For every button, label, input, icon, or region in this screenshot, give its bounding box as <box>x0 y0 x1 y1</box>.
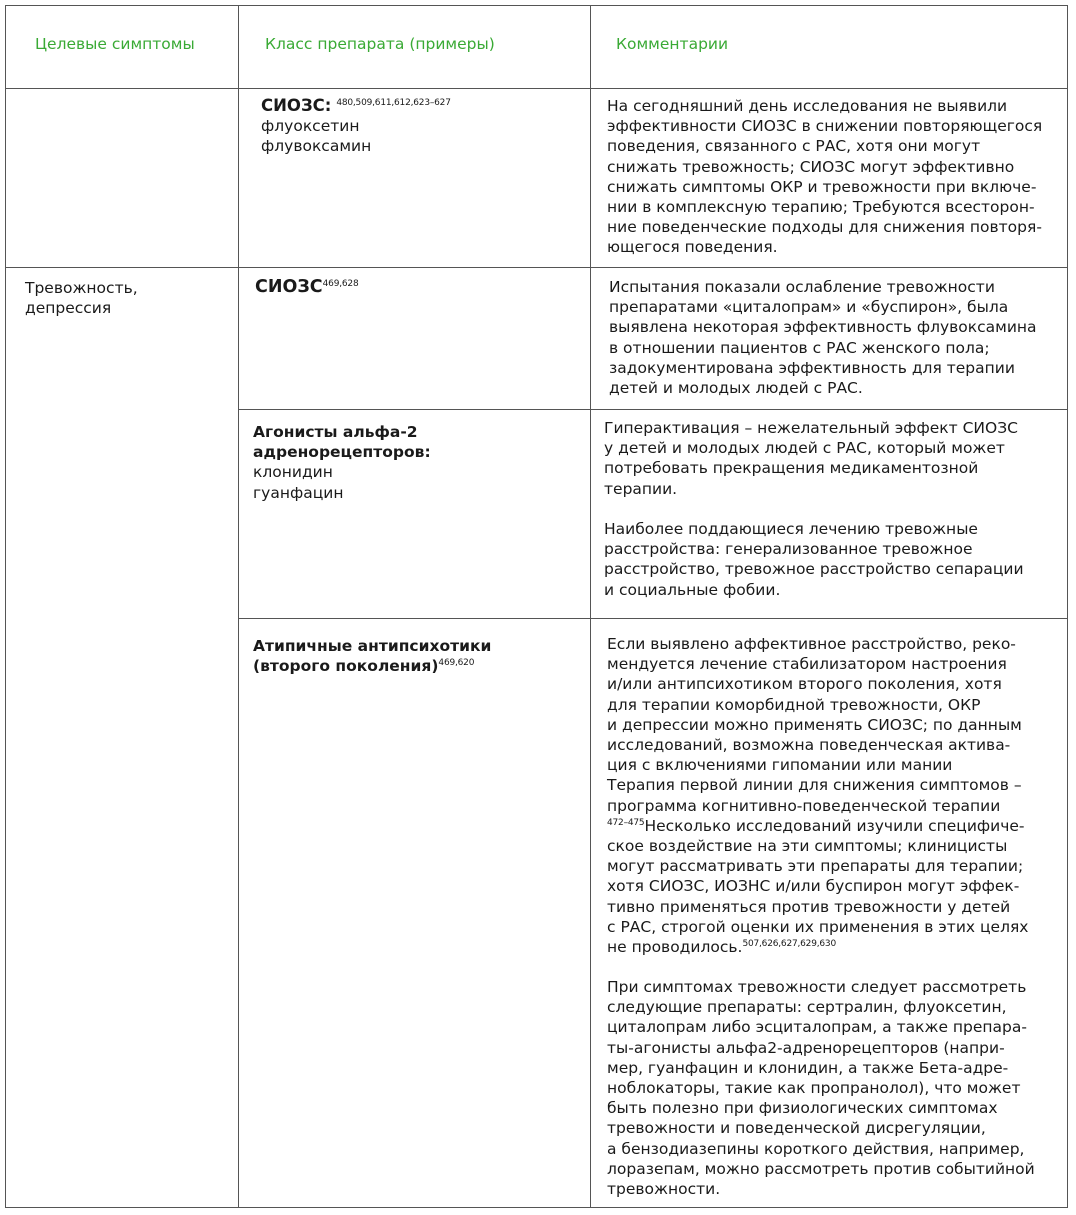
row3-drug-title: адренорецепторов: <box>253 443 431 462</box>
row4-comment-ref2: 507,626,627,629,630 <box>742 939 836 950</box>
header-target-symptoms: Целевые симптомы <box>35 35 195 53</box>
row-divider-2 <box>238 409 1068 410</box>
symptom-line: депрессия <box>25 299 112 318</box>
row2-drug-refs: 469,628 <box>322 279 359 289</box>
row3-drug-cell <box>253 422 431 503</box>
row4-drug-title: (второго поколения) <box>253 657 439 676</box>
row2-drug-cell <box>255 277 358 297</box>
row1-drug-refs: 480,509,611,612,623–627 <box>336 98 451 108</box>
row4-comment-ref1: 472–475 <box>607 817 645 828</box>
header-drug-class: Класс препарата (примеры) <box>265 35 495 53</box>
row4-drug-title: Атипичные антипсихотики <box>253 637 492 655</box>
row3-drug-example: клонидин <box>253 463 333 482</box>
row3-drug-title: Агонисты альфа-2 <box>253 423 418 441</box>
row4-drug-refs: 469,620 <box>438 658 475 669</box>
symptom-line: Тревожность, <box>25 279 138 297</box>
header-divider <box>6 88 1068 89</box>
row4-comment-p2: При симптомах тревожности следует рассмотреть следующие препараты: сертралин, флуоксетин, циталопрам либо эсциталопрам, а также препара- ты-агонисты альфа2-адренорецепторов (напри- мер, гуанфацин и клонидин, а также Бета-адре- ноблокаторы, такие как пропранолол), что может быть полезно при физиологических симптомах тревожности и поведенческой дисрегуляции, а бензодиазепины короткого действия, например, лоразепам, можно рассмотреть против событийной тревожности. <box>607 978 1035 1199</box>
row3-comment-p2: Наиболее поддающиеся лечению тревожные расстройства: генерализованное тревожное расстройство, тревожное расстройство сепарации и социальные фобии. <box>604 520 1024 599</box>
row3-drug-example: гуанфацин <box>253 483 344 502</box>
row1-drug-title: СИОЗС: <box>261 96 332 115</box>
row2-comment: Испытания показали ослабление тревожности препаратами «циталопрам» и «буспирон», была выявлена некоторая эффективность флувоксамина в отношении пациентов с РАС женского пола; задокументирована эффективность для терапии детей и молодых людей с РАС. <box>609 278 1037 398</box>
row1-drug-example: флувоксамин <box>261 137 372 156</box>
row1-drug-example: флуоксетин <box>261 117 360 136</box>
row1-comment: На сегодняшний день исследования не выявили эффективности СИОЗС в снижении повторяющегося поведения, связанного с РАС, хотя они могут снижать тревожность; СИОЗС могут эффективно снижать симптомы ОКР и тревожности при включе- нии в комплексную терапию; Требуются всесторон- ние поведенческие подходы для снижения повторя- ющегося поведения. <box>607 97 1043 257</box>
row4-comment-p1 <box>607 634 1028 957</box>
column-divider-2 <box>590 6 591 1208</box>
row2-drug-title: СИОЗС <box>255 277 323 297</box>
symptom-anxiety-depression <box>25 278 138 318</box>
row-divider-3 <box>238 618 1068 619</box>
column-divider-1 <box>238 6 239 1208</box>
row3-comment-p1: Гиперактивация – нежелательный эффект СИОЗС у детей и молодых людей с РАС, который может потребовать прекращения медикаментозной терапии. <box>604 419 1018 498</box>
row4-drug-cell <box>253 636 491 676</box>
header-comments: Комментарии <box>616 35 729 53</box>
row4-comment-part-a: Если выявлено аффективное расстройство, реко- мендуется лечение стабилизатором настроения и/или антипсихотиком второго поколения, хотя для терапии коморбидной тревожности, ОКР и депрессии можно применять СИОЗС; по данным исследований, возможна поведенческая актива- ция с включениями гипомании или мании Терапия первой линии для снижения симптомов – программа когнитивно-поведенческой терапии <box>607 635 1022 815</box>
row-divider-1 <box>6 267 1068 268</box>
row4-comment-part-b: Несколько исследований изучили специфиче- ское воздействие на эти симптомы; клиницисты могут рассматривать эти препараты для терапии; хотя СИОЗС, ИОЗНС и/или буспирон могут эффек- тивно применяться против тревожности у детей с РАС, строгой оценки их применения в этих целях не проводилось. <box>607 816 1029 957</box>
row1-drug-cell <box>261 96 451 157</box>
